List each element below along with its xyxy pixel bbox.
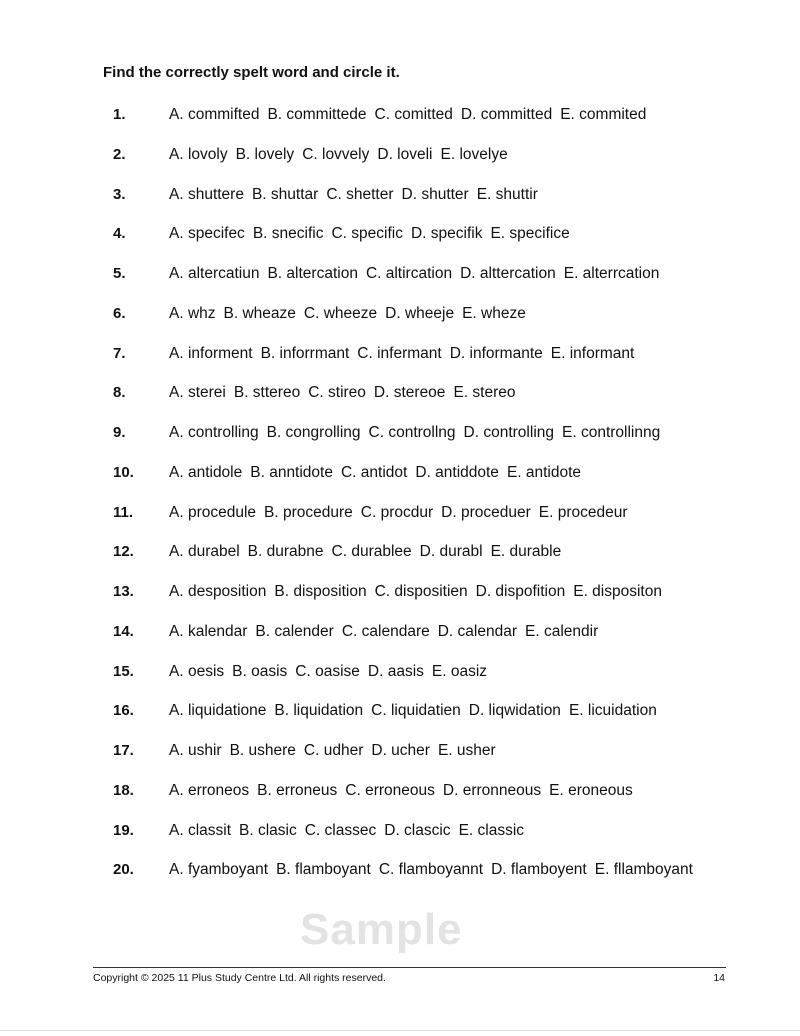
question-row [0,378,800,418]
answer-option[interactable]: A. antidole [169,463,243,481]
answer-option[interactable]: C. shetter [326,185,394,203]
answer-option[interactable]: C. udher [303,742,364,759]
question-number: 1. [113,106,126,123]
answer-option[interactable]: E. fllamboyant [594,861,693,879]
answer-option[interactable]: E. stereo [453,384,516,402]
answer-option[interactable]: B. sttereo [233,384,301,402]
answer-option[interactable]: C. dispositien [374,583,468,600]
answer-option[interactable]: C. procdur [360,503,434,521]
question-row [0,537,800,577]
answer-option[interactable]: E. eroneous [549,781,633,799]
answer-option[interactable]: A. ushir [169,742,222,759]
answer-option[interactable]: D. dispofition [475,583,566,600]
answer-options [169,422,729,443]
question-row [0,736,800,776]
answer-option[interactable]: D. flamboyent [491,861,587,879]
answer-option[interactable]: E. classic [458,821,525,839]
answer-option[interactable]: C. liquidatien [371,702,461,720]
question-row [0,418,800,458]
question-number: 9. [113,424,126,441]
question-number: 2. [113,145,126,163]
question-row [0,617,800,657]
answer-option[interactable]: A. whz [169,304,216,322]
answer-option[interactable]: C. controllng [368,424,456,441]
answer-options [169,780,729,801]
answer-option[interactable]: A. classit [169,821,232,839]
answer-option[interactable]: B. committede [267,106,367,123]
answer-option[interactable]: D. clascic [384,821,451,839]
answer-option[interactable]: C. durablee [331,543,412,561]
answer-option[interactable]: D. loveli [377,145,433,163]
answer-option[interactable]: D. aasis [367,662,424,680]
answer-option[interactable]: E. specifice [490,225,570,243]
answer-option[interactable]: A. controlling [169,424,259,441]
answer-option[interactable]: D. stereoe [373,384,446,402]
answer-option[interactable]: A. durabel [169,543,240,561]
question-number: 15. [113,662,134,680]
answer-option[interactable]: C. wheeze [303,304,378,322]
answer-options [169,581,729,602]
answer-option[interactable]: C. lovvely [302,145,370,163]
answer-options [169,462,729,483]
answer-option[interactable]: E. wheze [462,304,526,322]
answer-option[interactable]: D. shutter [401,185,469,203]
page-number: 14 [713,972,725,984]
question-row [0,339,800,379]
question-row [0,657,800,697]
answer-option[interactable]: D. liqwidation [468,702,561,720]
answer-option[interactable]: D. erronneous [442,781,542,799]
question-number: 6. [113,304,126,322]
answer-option[interactable]: A. sterei [169,384,226,402]
answer-option[interactable]: D. controlling [463,424,555,441]
answer-option[interactable]: B. altercation [267,265,358,282]
question-number: 14. [113,622,134,640]
answer-options [169,263,729,284]
answer-option[interactable]: E. alterrcation [563,265,660,282]
answer-options [169,700,729,721]
answer-options [169,303,729,324]
answer-option[interactable]: A. desposition [169,583,267,600]
answer-option[interactable]: E. antidote [506,463,582,481]
answer-options [169,502,729,523]
question-row [0,100,800,140]
page-edge [0,1030,800,1031]
answer-option[interactable]: E. lovelye [440,145,508,163]
answer-option[interactable]: D. durabl [419,543,483,561]
answer-options [169,740,729,761]
answer-option[interactable]: C. antidot [340,463,408,481]
answer-option[interactable]: A. specifec [169,225,245,243]
question-row [0,816,800,856]
answer-option[interactable]: D. informante [449,344,543,362]
answer-option[interactable]: B. procedure [264,503,353,521]
sample-watermark: Sample [300,905,463,954]
question-number: 12. [113,543,134,561]
question-number: 13. [113,583,134,600]
answer-option[interactable]: A. lovoly [169,145,228,163]
answer-option[interactable]: D. alttercation [460,265,556,282]
answer-option[interactable]: B. anntidote [250,463,333,481]
answer-option[interactable]: E. licuidation [568,702,657,720]
answer-option[interactable]: C. classec [304,821,377,839]
question-row [0,855,800,895]
answer-option[interactable]: D. specifik [410,225,483,243]
answer-option[interactable]: D. ucher [371,742,430,759]
answer-option[interactable]: C. calendare [341,622,430,640]
instruction-heading: Find the correctly spelt word and circle it. [103,64,400,81]
answer-option[interactable]: A. altercatiun [169,265,260,282]
answer-option[interactable]: E. procedeur [538,503,628,521]
answer-option[interactable]: D. committed [460,106,553,123]
answer-options [169,382,729,403]
question-number: 16. [113,702,134,720]
answer-option[interactable]: A. erroneos [169,781,250,799]
copyright-text: Copyright © 2025 11 Plus Study Centre Ltd. All rights reserved. [93,972,386,984]
question-number: 4. [113,225,126,243]
answer-option[interactable]: C. specific [331,225,403,243]
answer-option[interactable]: E. commited [560,106,647,123]
answer-option[interactable]: D. wheeje [385,304,455,322]
answer-option[interactable]: C. comitted [374,106,453,123]
answer-option[interactable]: E. usher [437,742,496,759]
answer-option[interactable]: A. kalendar [169,622,248,640]
answer-options [169,541,729,562]
question-row [0,259,800,299]
answer-option[interactable]: C. erroneous [345,781,435,799]
answer-option[interactable]: B. wheaze [223,304,296,322]
answer-option[interactable]: E. calendir [525,622,599,640]
question-list [0,100,800,895]
answer-option[interactable]: B. liquidation [274,702,364,720]
question-row [0,299,800,339]
answer-option[interactable]: B. oasis [232,662,288,680]
answer-option[interactable]: A. oesis [169,662,225,680]
question-row [0,180,800,220]
answer-option[interactable]: B. calender [255,622,334,640]
answer-option[interactable]: B. inforrmant [260,344,350,362]
question-number: 11. [113,503,134,521]
answer-option[interactable]: B. erroneus [257,781,338,799]
answer-option[interactable]: E. informant [550,344,635,362]
answer-options [169,343,729,364]
answer-option[interactable]: D. proceduer [441,503,531,521]
question-row [0,219,800,259]
answer-option[interactable]: C. oasise [295,662,360,680]
question-row [0,458,800,498]
answer-option[interactable]: C. flamboyannt [378,861,484,879]
answer-options [169,144,729,165]
answer-option[interactable]: A. commifted [169,106,260,123]
answer-option[interactable]: B. snecific [252,225,324,243]
question-number: 5. [113,265,126,282]
question-number: 8. [113,384,126,402]
footer-divider [93,967,726,968]
answer-option[interactable]: E. oasiz [431,662,488,680]
answer-option[interactable]: B. shuttar [251,185,319,203]
answer-options [169,820,729,841]
question-number: 3. [113,185,126,203]
answer-option[interactable]: E. durable [490,543,562,561]
question-number: 7. [113,344,126,362]
answer-option[interactable]: B. ushere [229,742,296,759]
question-number: 10. [113,463,134,481]
answer-option[interactable]: C. infermant [357,344,442,362]
question-number: 20. [113,861,134,879]
answer-option[interactable]: E. shuttir [476,185,538,203]
question-number: 18. [113,781,134,799]
answer-option[interactable]: A. liquidatione [169,702,267,720]
answer-option[interactable]: B. durabne [247,543,324,561]
answer-options [169,104,729,125]
answer-option[interactable]: A. procedule [169,503,257,521]
question-row [0,696,800,736]
question-row [0,776,800,816]
answer-options [169,859,729,880]
answer-option[interactable]: A. fyamboyant [169,861,269,879]
answer-option[interactable]: C. altircation [365,265,453,282]
answer-option[interactable]: B. lovely [235,145,295,163]
answer-options [169,661,729,682]
answer-option[interactable]: A. informent [169,344,253,362]
answer-option[interactable]: B. disposition [274,583,367,600]
answer-option[interactable]: D. calendar [437,622,517,640]
answer-option[interactable]: E. controllinng [562,424,661,441]
answer-option[interactable]: B. congrolling [266,424,361,441]
question-number: 19. [113,821,134,839]
answer-option[interactable]: E. dispositon [573,583,662,600]
question-row [0,140,800,180]
answer-options [169,184,729,205]
answer-option[interactable]: D. antiddote [415,463,499,481]
answer-option[interactable]: B. clasic [239,821,297,839]
question-number: 17. [113,742,134,759]
answer-option[interactable]: B. flamboyant [276,861,371,879]
question-row [0,498,800,538]
answer-option[interactable]: C. stireo [308,384,366,402]
answer-options [169,223,729,244]
question-row [0,577,800,617]
answer-option[interactable]: A. shuttere [169,185,244,203]
answer-options [169,621,729,642]
